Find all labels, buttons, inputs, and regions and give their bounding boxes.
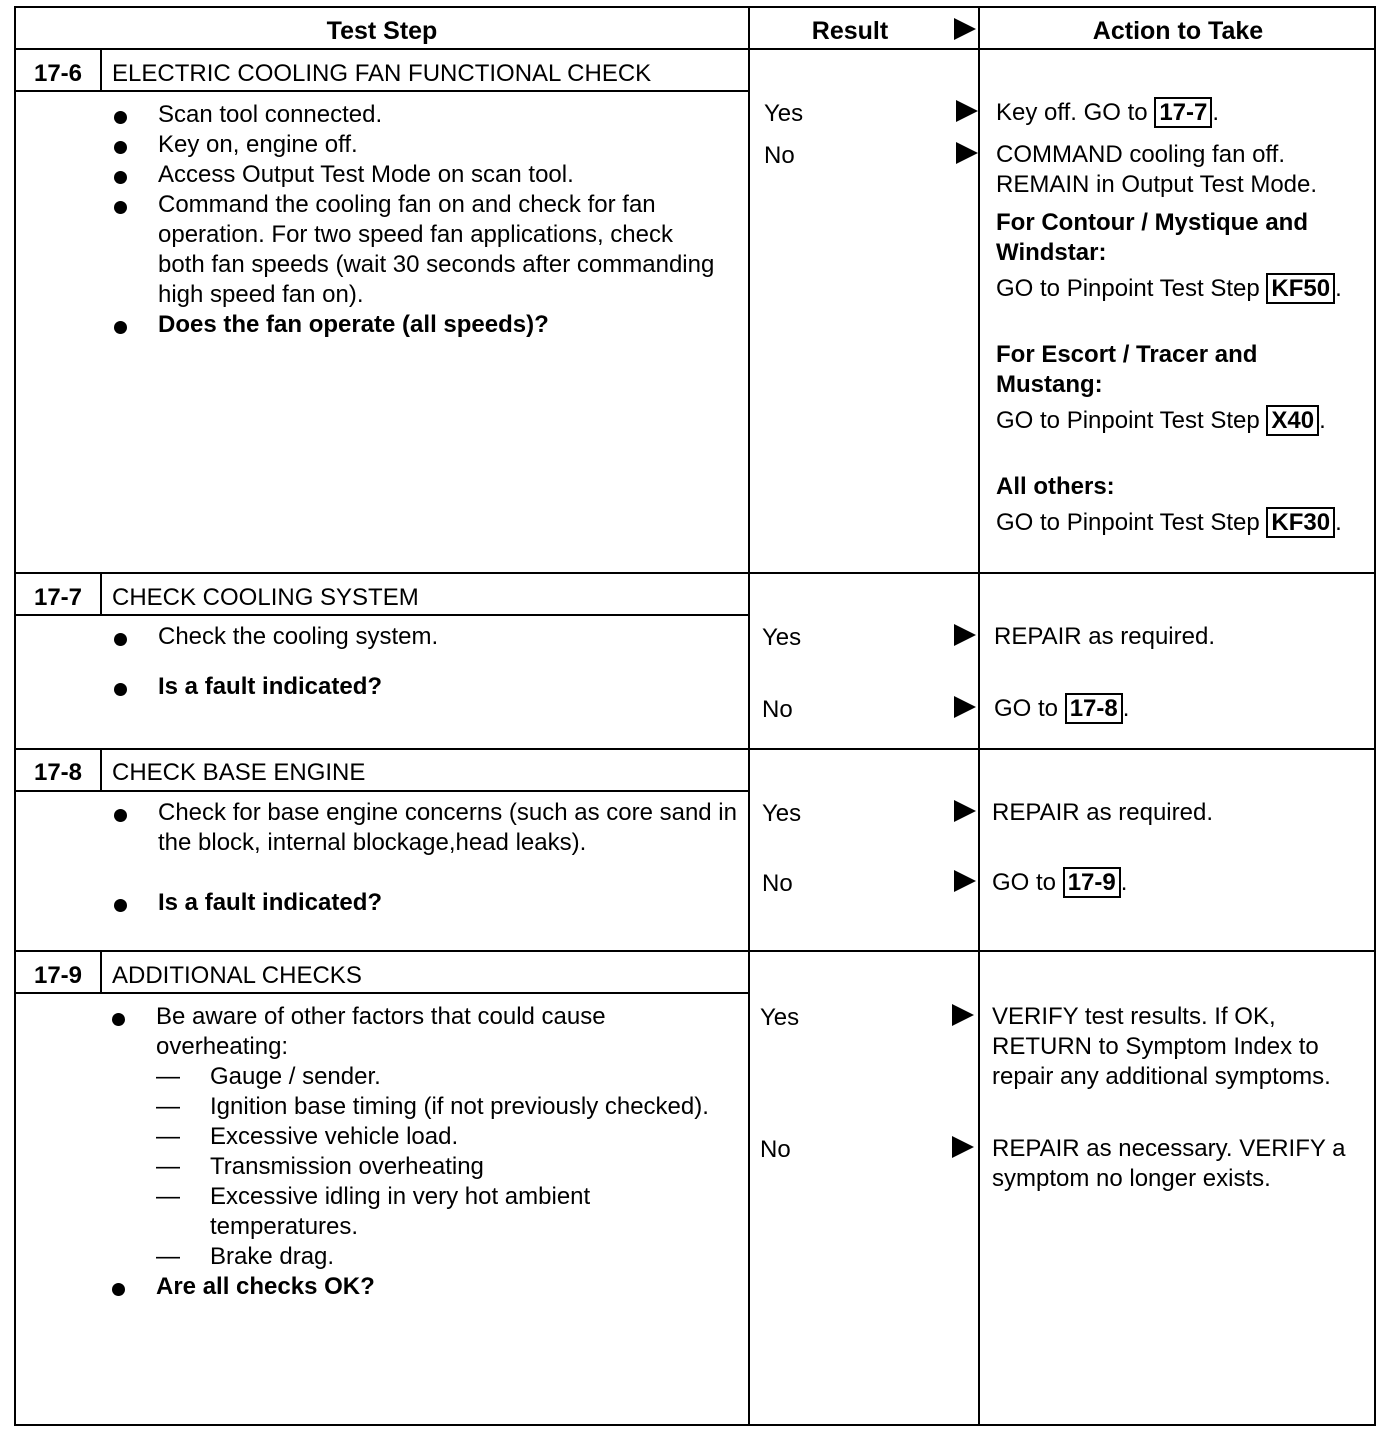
- step-title: CHECK COOLING SYSTEM: [112, 584, 419, 611]
- row-divider: [16, 748, 1374, 750]
- sub-item: — Excessive vehicle load.: [156, 1123, 459, 1150]
- step-title: CHECK BASE ENGINE: [112, 759, 366, 786]
- action-group-contour-step: GO to Pinpoint Test Step KF50 .: [996, 275, 1342, 302]
- row-divider: [16, 950, 1374, 952]
- step-ref-box: 17-9: [1063, 867, 1121, 898]
- bullet-icon: [114, 809, 127, 822]
- bullet-item: Scan tool connected.: [114, 100, 724, 130]
- arrow-yes-icon: [956, 100, 978, 122]
- step-ref-box: X40: [1266, 405, 1319, 436]
- sub-item: — Transmission overheating: [156, 1153, 484, 1180]
- result-yes: Yes: [762, 800, 802, 827]
- arrow-no-icon: [956, 142, 978, 164]
- sub-item: — Gauge / sender.: [156, 1063, 381, 1090]
- arrow-yes-icon: [954, 624, 976, 646]
- arrow-no-icon: [954, 696, 976, 718]
- step-ref-box: 17-8: [1065, 693, 1123, 724]
- step-number: 17-7: [33, 584, 83, 611]
- step-bullets: [112, 1002, 732, 1302]
- action-yes: VERIFY test results. If OK, RETURN to Symptom Index to repair any additional symptoms.: [992, 1003, 1331, 1090]
- step-bullets: [114, 622, 724, 702]
- bullet-item: Key on, engine off.: [114, 130, 724, 160]
- header-action: Action to Take: [1092, 17, 1264, 45]
- step-number-divider: [100, 750, 102, 790]
- action-yes: Key off. GO to 17-7 .: [996, 99, 1220, 126]
- header-result: Result: [811, 17, 889, 45]
- arrow-yes-icon: [954, 800, 976, 822]
- action-no: GO to 17-8 .: [994, 695, 1130, 722]
- result-yes: Yes: [764, 100, 804, 127]
- bullet-item: Check the cooling system.: [114, 622, 724, 652]
- bullet-icon: [112, 1013, 125, 1026]
- step-bullets: [114, 798, 744, 918]
- bullet-item: Access Output Test Mode on scan tool.: [114, 160, 724, 190]
- bullet-icon: [114, 633, 127, 646]
- bullet-icon: [114, 141, 127, 154]
- result-yes: Yes: [760, 1004, 800, 1031]
- step-ref-box: KF30: [1266, 507, 1335, 538]
- column-divider-result: [748, 8, 750, 1424]
- step-number-divider: [100, 952, 102, 992]
- step-number-divider: [100, 50, 102, 90]
- bullet-icon: [114, 321, 127, 334]
- bullet-icon: [112, 1283, 125, 1296]
- action-no: GO to 17-9 .: [992, 869, 1128, 896]
- step-title-divider: [16, 90, 748, 92]
- bullet-icon: [114, 683, 127, 696]
- action-yes: REPAIR as required.: [992, 799, 1213, 826]
- row-divider: [16, 572, 1374, 574]
- header-divider: [16, 48, 1374, 50]
- step-number: 17-6: [33, 60, 83, 87]
- action-yes: REPAIR as required.: [994, 623, 1215, 650]
- step-title-divider: [16, 992, 748, 994]
- action-group-escort: For Escort / Tracer and Mustang:: [996, 341, 1258, 398]
- result-no: No: [764, 142, 795, 169]
- result-no: No: [762, 696, 793, 723]
- sub-list: [112, 1062, 732, 1272]
- header-test-step: Test Step: [326, 17, 438, 45]
- bullet-item: Command the cooling fan on and check for fan operation. For two speed fan applications, check both fan speeds (wait 30 seconds after commanding high speed fan on).: [114, 190, 724, 310]
- sub-item: — Ignition base timing (if not previously checked).: [156, 1093, 709, 1120]
- step-ref-box: 17-7: [1154, 97, 1212, 128]
- result-no: No: [762, 870, 793, 897]
- step-ref-box: KF50: [1266, 273, 1335, 304]
- bullet-icon: [114, 899, 127, 912]
- result-yes: Yes: [762, 624, 802, 651]
- action-group-others-step: GO to Pinpoint Test Step KF30 .: [996, 509, 1342, 536]
- step-title: ELECTRIC COOLING FAN FUNCTIONAL CHECK: [112, 60, 652, 87]
- arrow-yes-icon: [952, 1004, 974, 1026]
- step-title-divider: [16, 790, 748, 792]
- sub-item: — Brake drag.: [156, 1243, 335, 1270]
- bullet-icon: [114, 111, 127, 124]
- sub-item: — Excessive idling in very hot ambient temperatures.: [156, 1183, 591, 1240]
- bullet-icon: [114, 201, 127, 214]
- bullet-question: Are all checks OK?: [112, 1272, 732, 1302]
- action-no: REPAIR as necessary. VERIFY a symptom no longer exists.: [992, 1135, 1346, 1192]
- bullet-icon: [114, 171, 127, 184]
- action-group-others: All others:: [996, 473, 1115, 500]
- bullet-question: Is a fault indicated?: [114, 888, 744, 918]
- bullet-question: Is a fault indicated?: [114, 672, 724, 702]
- step-title-divider: [16, 614, 748, 616]
- bullet-item: Be aware of other factors that could cause overheating:: [112, 1002, 732, 1062]
- header-arrow-icon: [954, 18, 976, 40]
- column-divider-action: [978, 8, 980, 1424]
- bullet-question: Does the fan operate (all speeds)?: [114, 310, 724, 340]
- action-group-escort-step: GO to Pinpoint Test Step X40 .: [996, 407, 1326, 434]
- step-number: 17-8: [33, 759, 83, 786]
- action-group-contour: For Contour / Mystique and Windstar:: [996, 209, 1308, 266]
- bullet-item: Check for base engine concerns (such as core sand in the block, internal blockage,head leaks).: [114, 798, 744, 858]
- arrow-no-icon: [954, 870, 976, 892]
- step-title: ADDITIONAL CHECKS: [112, 962, 362, 989]
- step-bullets: [114, 100, 724, 340]
- result-no: No: [760, 1136, 791, 1163]
- arrow-no-icon: [952, 1136, 974, 1158]
- step-number-divider: [100, 574, 102, 614]
- action-no: COMMAND cooling fan off. REMAIN in Output Test Mode.: [996, 141, 1318, 198]
- diagnostic-table: [14, 6, 1376, 1426]
- step-number: 17-9: [33, 962, 83, 989]
